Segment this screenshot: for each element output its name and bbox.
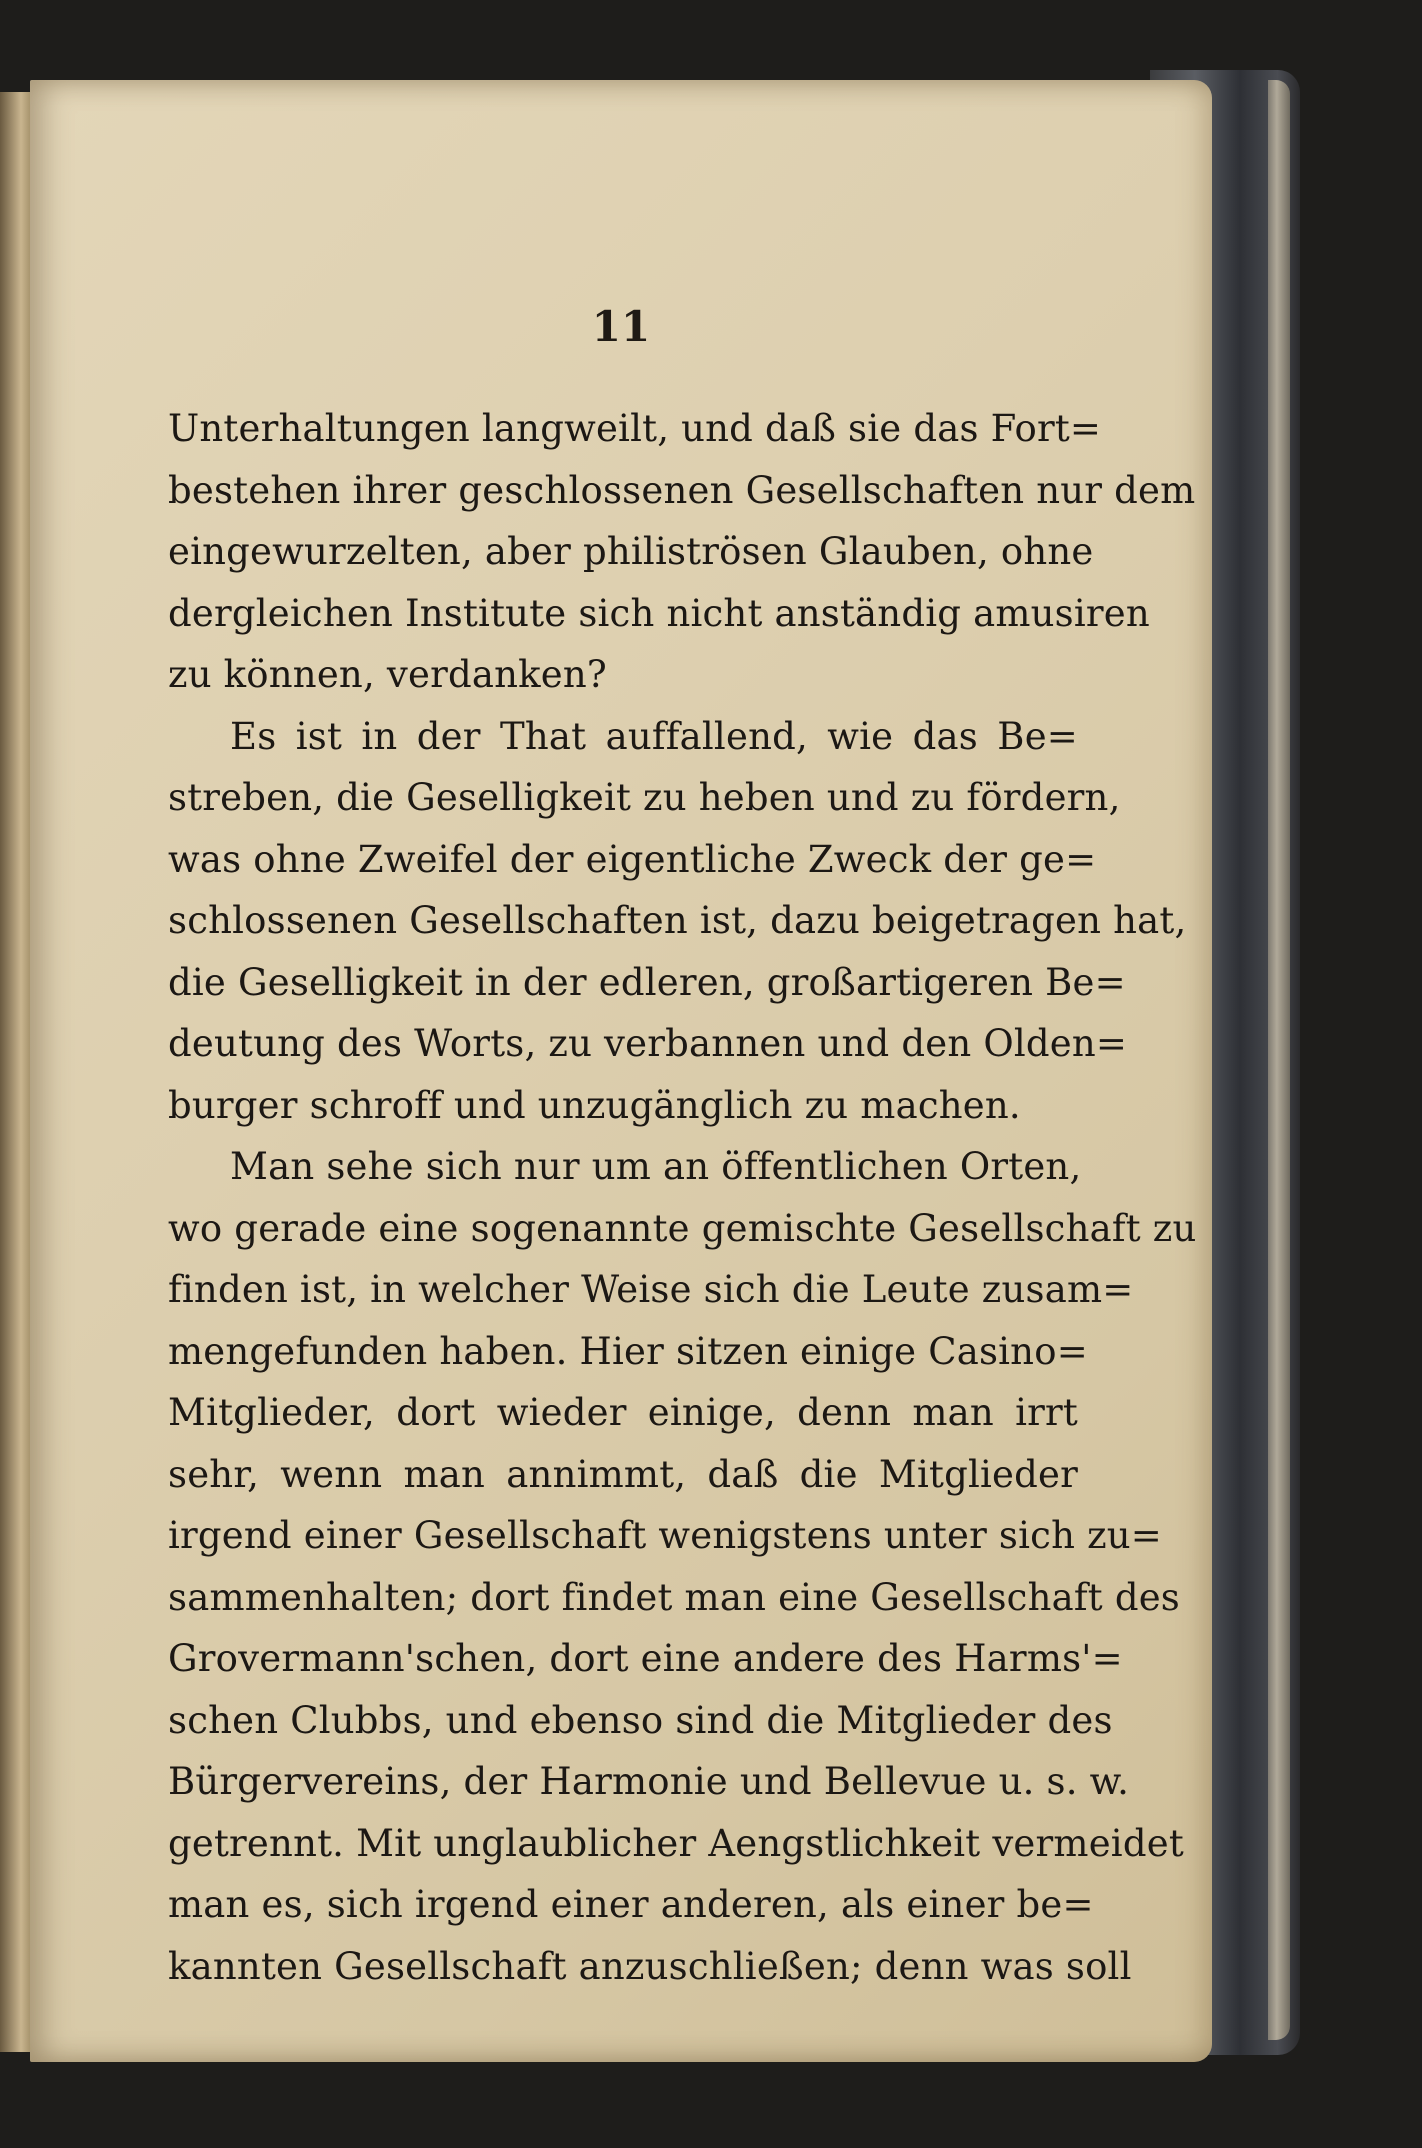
text-line: mengefunden haben. Hier sitzen einige Casino=: [168, 1329, 1088, 1373]
text-line: dergleichen Institute sich nicht anständig amusiren: [168, 591, 1150, 635]
text-line: bestehen ihrer geschlossenen Gesellschaften nur dem: [168, 468, 1196, 512]
text-line: sehr, wenn man annimmt, daß die Mitglieder: [168, 1452, 1078, 1496]
cover-edge: [1268, 80, 1290, 2040]
text-line: Mitglieder, dort wieder einige, denn man irrt: [168, 1391, 1078, 1434]
text-line: Unterhaltungen langweilt, und daß sie das Fort=: [168, 407, 1102, 450]
text-line: man es, sich irgend einer anderen, als einer be=: [168, 1883, 1094, 1926]
text-line: die Geselligkeit in der edleren, großartigeren Be=: [168, 960, 1126, 1004]
text-line: Es ist in der That auffallend, wie das Be=: [230, 714, 1078, 758]
text-line: streben, die Geselligkeit zu heben und zu fördern,: [168, 776, 1121, 819]
text-line: irgend einer Gesellschaft wenigstens unter sich zu=: [168, 1514, 1162, 1557]
page-number: 11: [591, 302, 651, 351]
text-line: finden ist, in welcher Weise sich die Leute zusam=: [168, 1268, 1134, 1311]
text-line: zu können, verdanken?: [168, 653, 607, 696]
text-line: burger schroff und unzugänglich zu machen.: [168, 1083, 1021, 1127]
text-line: kannten Gesellschaft anzuschließen; denn was soll: [168, 1944, 1132, 1988]
text-line: Grovermann'schen, dort eine andere des Harms'=: [168, 1637, 1123, 1680]
text-line: deutung des Worts, zu verbannen und den Olden=: [168, 1022, 1128, 1065]
text-line: wo gerade eine sogenannte gemischte Gesellschaft zu: [168, 1206, 1197, 1250]
body-text: [168, 398, 1197, 1997]
left-page-edge: [0, 92, 30, 2052]
book-page: [30, 80, 1212, 2062]
text-line: getrennt. Mit unglaublicher Aengstlichkeit vermeidet: [168, 1821, 1184, 1865]
text-line: schen Clubbs, und ebenso sind die Mitglieder des: [168, 1698, 1113, 1742]
text-line: eingewurzelten, aber philiströsen Glauben, ohne: [168, 530, 1094, 573]
text-line: Man sehe sich nur um an öffentlichen Orten,: [230, 1145, 1082, 1188]
text-line: Bürgervereins, der Harmonie und Bellevue u. s. w.: [168, 1760, 1130, 1803]
text-line: schlossenen Gesellschaften ist, dazu beigetragen hat,: [168, 899, 1187, 942]
text-line: sammenhalten; dort findet man eine Gesellschaft des: [168, 1575, 1180, 1619]
text-line: was ohne Zweifel der eigentliche Zweck der ge=: [168, 837, 1097, 881]
